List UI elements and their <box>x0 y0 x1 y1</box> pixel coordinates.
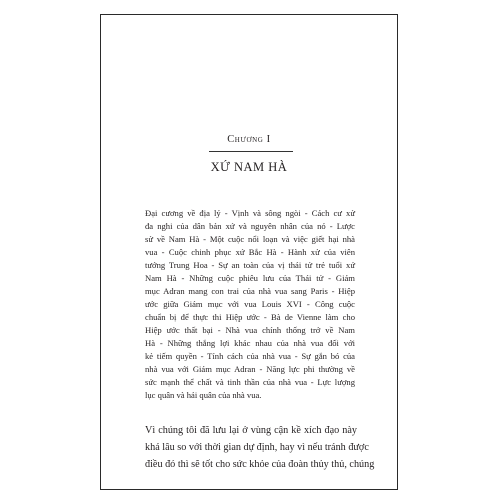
book-page <box>100 14 398 490</box>
summary-line: đa nghi của dân bản xứ và nguyên nhân của nó - Lược <box>145 221 355 231</box>
chapter-title: XỨ NAM HÀ <box>210 160 288 174</box>
summary-line: lục quân và hải quân của nhà vua. <box>145 390 262 400</box>
summary-line: sử về Nam Hà - Một cuộc nổi loạn và việc giết hại nhà <box>145 234 355 244</box>
summary-line: sức mạnh thể chất và tinh thần của nhà vua - Lực lượng <box>145 377 355 387</box>
body-line: khá lâu so với thời gian dự định, hay vì nếu tránh được <box>145 442 369 453</box>
summary-line: chuẩn bị để thực thi Hiệp ước - Bà de Vienne làm cho <box>145 312 355 322</box>
body-line: điều đó thì sẽ tốt cho sức khỏe của đoàn thủy thủ, chúng <box>145 459 375 470</box>
chapter-divider-rule <box>209 151 293 152</box>
body-paragraph <box>145 422 375 473</box>
summary-line: tướng Trung Hoa - Sự an toàn của vị thái tử trẻ tuổi xứ <box>145 260 355 270</box>
chapter-summary <box>145 207 355 402</box>
summary-line: Đại cương về địa lý - Vịnh và sông ngòi - Cách cư xử <box>145 208 355 218</box>
summary-line: Hà - Những thắng lợi khác nhau của nhà vua đối với <box>145 338 355 348</box>
summary-line: ước giữa Giám mục với vua Louis XVI - Công cuộc <box>145 299 355 309</box>
summary-line: Nam Hà - Những cuộc phiêu lưu của Thái tử - Giám <box>145 273 355 283</box>
summary-line: vua - Cuộc chinh phục xứ Bắc Hà - Hành xử của viên <box>145 247 355 257</box>
summary-line: Hiệp ước thất bại - Nhà vua chính thống trở về Nam <box>145 325 355 335</box>
chapter-label: Chương I <box>227 134 271 145</box>
body-line: Vì chúng tôi đã lưu lại ở vùng cận kề xích đạo này <box>145 425 357 436</box>
summary-line: nhà vua với Giám mục Adran - Năng lực phi thường về <box>145 364 355 374</box>
summary-line: mục Adran mang con trai của nhà vua sang Paris - Hiệp <box>145 286 355 296</box>
summary-line: kẻ tiếm quyền - Tính cách của nhà vua - Sự gắn bó của <box>145 351 355 361</box>
